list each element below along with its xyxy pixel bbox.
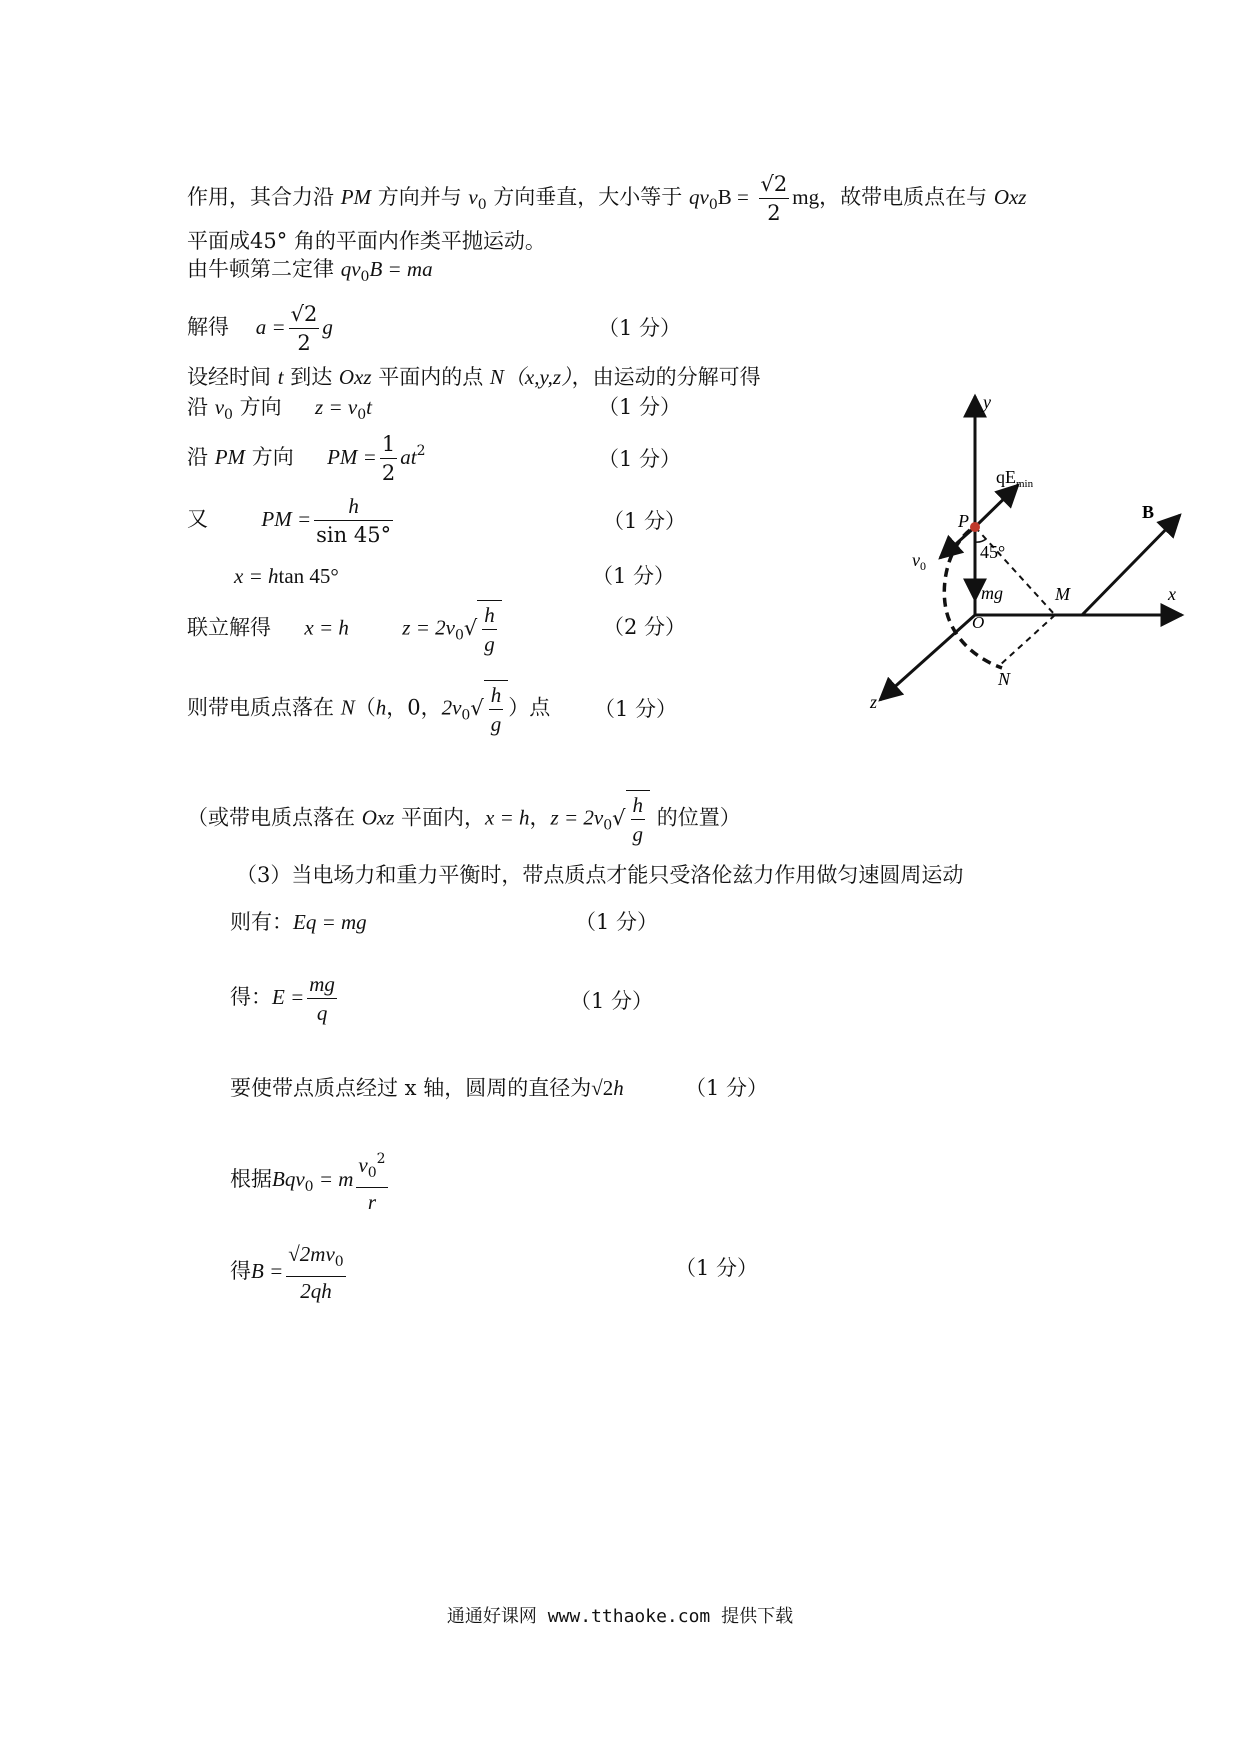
text-line-5: [187, 362, 761, 392]
math: h: [375, 695, 387, 720]
fraction-denominator: sin 45°: [314, 520, 393, 549]
math: x = h: [234, 564, 279, 588]
text-line-1: [187, 170, 1026, 227]
text-line-13: （3）当电场力和重力平衡时，带点质点才能只受洛伦兹力作用做匀速圆周运动: [236, 863, 964, 887]
score-label: （1 分）: [570, 989, 654, 1013]
fraction-denominator: 2: [759, 198, 790, 227]
math: Oxz: [993, 185, 1027, 209]
text-line-16: [230, 1073, 624, 1103]
text: 则有：: [230, 910, 293, 934]
score-label: （1 分）: [598, 395, 682, 419]
mn-dashed-line: [1000, 615, 1055, 665]
page-footer: 通通好课网 www.tthaoke.com 提供下载: [446, 1606, 794, 1627]
math: B = ma: [369, 257, 433, 281]
z-axis-label: z: [870, 692, 878, 712]
qe-sub-label: min: [1016, 478, 1034, 490]
fraction-denominator: q: [307, 998, 337, 1027]
subscript: 0: [224, 407, 233, 423]
text: 方向并与: [371, 185, 469, 209]
mg-label: mg: [981, 583, 1003, 603]
math: qv: [688, 185, 709, 209]
text-line-8: [187, 492, 396, 549]
text: 设经时间: [187, 365, 278, 389]
subscript: 0: [357, 407, 367, 423]
text-line-2: 平面成45° 角的平面内作类平抛运动。: [187, 229, 546, 253]
subscript: 0: [334, 1254, 344, 1270]
text: 平面内，: [394, 805, 486, 830]
origin-label: O: [972, 613, 985, 632]
square-root: √ $\frac{h}{g}$: [612, 790, 650, 848]
math: （x,y,z）: [503, 365, 572, 389]
text: 方向垂直，大小等于: [486, 185, 689, 209]
text: 由牛顿第二定律: [187, 257, 341, 281]
text-line-18: [230, 1240, 349, 1305]
text-line-15: [230, 970, 340, 1027]
fraction-numerator: √2: [290, 302, 318, 326]
fraction: [489, 681, 504, 738]
text: （: [354, 695, 376, 720]
math: t: [277, 365, 284, 389]
z-axis: [880, 615, 975, 700]
fraction: [482, 601, 497, 658]
text-line-4: [187, 300, 333, 357]
qe-label: qE: [996, 467, 1016, 487]
text: 又: [187, 507, 208, 531]
subscript: 0: [367, 1165, 377, 1181]
physics-diagram: [850, 390, 1190, 720]
text: 要使带点质点经过 x 轴，圆周的直径为: [230, 1076, 592, 1100]
text: 沿: [187, 445, 215, 469]
text-line-12: [187, 790, 741, 848]
fraction: [314, 492, 393, 549]
math: PM =: [327, 445, 377, 469]
fraction-numerator: h: [348, 494, 359, 518]
superscript: 2: [376, 1151, 386, 1167]
fraction: [380, 430, 397, 487]
math: N: [340, 695, 355, 720]
text: 沿: [187, 395, 215, 419]
math: v: [468, 185, 478, 209]
math: t: [366, 395, 372, 419]
text: 方向: [232, 395, 282, 419]
text: ，故带电质点在与: [819, 185, 994, 209]
math: 2v: [441, 695, 462, 720]
text: 联立解得: [187, 615, 271, 640]
text: 到达: [283, 365, 339, 389]
text: 解得: [187, 315, 229, 339]
subscript: 0: [461, 707, 471, 724]
math: E =: [272, 985, 305, 1009]
subscript: 0: [454, 627, 464, 644]
math: = m: [313, 1167, 354, 1191]
math: a =: [255, 315, 286, 339]
text: 方向: [245, 445, 294, 469]
fraction-numerator: √2: [760, 172, 788, 196]
text-line-9: [234, 561, 339, 591]
score-label: （1 分）: [594, 697, 678, 721]
text-line-10: [187, 600, 502, 658]
math: 45°: [304, 564, 339, 588]
score-label: （1 分）: [685, 1076, 769, 1100]
score-label: （1 分）: [592, 564, 676, 588]
point-p-label: P: [958, 511, 969, 531]
math: Oxz: [361, 805, 395, 830]
subscript: 0: [360, 269, 370, 285]
math: qv: [340, 257, 361, 281]
subscript: 0: [477, 197, 487, 213]
math: B =: [717, 185, 749, 209]
score-label: （1 分）: [675, 1256, 759, 1280]
math: Oxz: [338, 365, 372, 389]
math: z = 2v: [402, 615, 455, 640]
score-label: （1 分）: [598, 447, 682, 471]
text: ，由运动的分解可得: [571, 365, 761, 389]
text: ，0，: [386, 695, 442, 720]
b-field-label: B: [1142, 502, 1155, 522]
fraction-denominator: 2: [380, 458, 397, 487]
qe-min-arrow: [975, 485, 1018, 527]
v0-label: [912, 550, 926, 573]
text-line-7: [187, 430, 425, 487]
math: x = h: [485, 805, 530, 830]
fraction: [759, 170, 790, 227]
text: 得：: [230, 985, 272, 1009]
fraction-denominator: r: [356, 1187, 387, 1216]
text-line-3: [187, 254, 433, 292]
math: PM: [340, 185, 372, 209]
text: 根据: [230, 1167, 272, 1191]
math: v: [214, 395, 225, 419]
fraction-denominator: g: [482, 629, 497, 658]
subscript: 0: [603, 817, 613, 834]
angle-label: 45°: [980, 542, 1006, 562]
text: 作用，其合力沿: [187, 185, 341, 209]
score-label: （1 分）: [603, 509, 687, 533]
fraction-numerator: v: [358, 1153, 368, 1177]
score-label: （1 分）: [575, 910, 659, 934]
fraction-numerator: h: [490, 683, 502, 707]
fraction: [356, 1145, 387, 1216]
text-line-17: [230, 1145, 391, 1216]
math: PM =: [261, 507, 312, 531]
text-line-14: [230, 907, 367, 937]
math: Bqv: [272, 1167, 305, 1191]
fraction-numerator: mg: [309, 972, 335, 996]
score-label: （2 分）: [603, 615, 687, 639]
square-root: √ $\frac{h}{g}$: [464, 600, 502, 658]
math: tan: [278, 564, 305, 588]
fraction-denominator: g: [489, 709, 504, 738]
text: ）点: [508, 695, 551, 720]
fraction-denominator: g: [631, 819, 646, 848]
point-p-marker: [970, 522, 980, 532]
text: 的位置）: [650, 805, 741, 830]
fraction: [289, 300, 320, 357]
math: Eq = mg: [293, 910, 367, 934]
y-axis-label: y: [983, 392, 991, 412]
math: g: [322, 315, 333, 339]
x-axis-label: x: [1168, 584, 1176, 604]
fraction: [307, 970, 337, 1027]
subscript: 0: [304, 1179, 314, 1195]
math: x = h: [304, 615, 349, 640]
fraction-numerator: √2mv: [288, 1242, 335, 1266]
math: mg: [792, 185, 820, 209]
math: at: [400, 445, 417, 469]
v-label: v: [912, 550, 920, 570]
point-n-label: N: [998, 669, 1011, 689]
math: PM: [214, 445, 246, 469]
text: 则带电质点落在: [187, 695, 341, 720]
b-field-arrow: [1082, 515, 1180, 615]
v0-sub-label: 0: [920, 559, 926, 573]
math: h: [613, 1076, 624, 1100]
math: z = 2v: [550, 805, 604, 830]
fraction-denominator: 2: [289, 328, 320, 357]
text-line-11: [187, 680, 550, 738]
text: ，: [529, 805, 551, 830]
text: 平面内的点: [371, 365, 490, 389]
point-m-label: M: [1055, 584, 1070, 604]
math: N: [489, 365, 504, 389]
fraction-denominator: 2qh: [286, 1276, 345, 1305]
math: √2: [591, 1076, 614, 1100]
text: （或带电质点落在: [187, 805, 362, 830]
qe-min-label: [996, 467, 1034, 490]
fraction-numerator: h: [632, 793, 644, 817]
fraction-numerator: 1: [381, 432, 396, 456]
score-label: （1 分）: [598, 316, 682, 340]
text-line-6: [187, 392, 372, 430]
fraction: [631, 791, 646, 848]
fraction-numerator: h: [484, 603, 495, 627]
fraction: [286, 1240, 345, 1305]
square-root: √ $\frac{h}{g}$: [470, 680, 508, 738]
subscript: 0: [708, 197, 718, 213]
math: B =: [251, 1259, 284, 1283]
superscript: 2: [416, 443, 426, 459]
math: z = v: [315, 395, 358, 419]
text: 得: [230, 1259, 251, 1283]
